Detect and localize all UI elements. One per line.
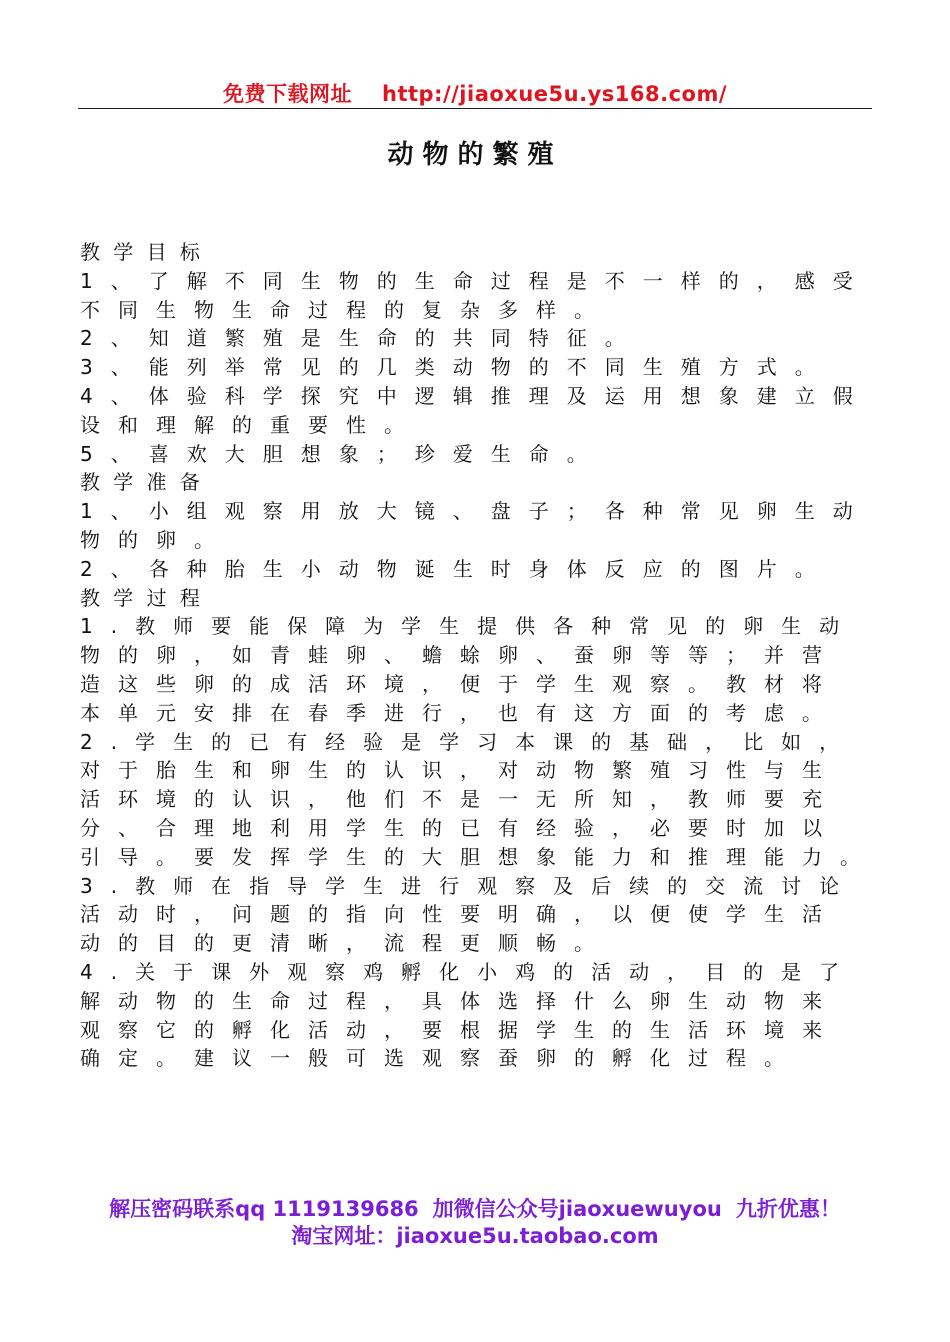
body-line: 造这些卵的成活环境，便于学生观察。教材将 [80, 671, 840, 696]
body-line: 5、喜欢大胆想象；珍爱生命。 [80, 441, 605, 466]
body-line: 活环境的认识，他们不是一无所知，教师要充 [80, 787, 840, 812]
header-divider [78, 108, 872, 109]
footer-password-label: 解压密码联系 [109, 1197, 236, 1221]
body-line: 解动物的生命过程，具体选择什么卵生动物来 [80, 988, 840, 1013]
footer-line-1 [0, 1196, 950, 1223]
body-line: 教学准备 [80, 470, 214, 495]
body-line: 确定。建议一般可选观察蚕卵的孵化过程。 [80, 1046, 802, 1071]
body-line: 2、各种胎生小动物诞生时身体反应的图片。 [80, 556, 833, 581]
footer-wechat-id: jiaoxuewuyou [558, 1197, 722, 1221]
body-line: 2、知道繁殖是生命的共同特征。 [80, 326, 643, 351]
body-line: 分、合理地利用学生的已有经验，必要时加以 [80, 815, 840, 840]
body-line: 观察它的孵化活动，要根据学生的生活环境来 [80, 1017, 840, 1042]
body-line: 物的卵，如青蛙卵、蟾蜍卵、蚕卵等等；并营 [80, 643, 840, 668]
header-url-link[interactable]: http://jiaoxue5u.ys168.com/ [382, 82, 727, 106]
body-line: 物的卵。 [80, 527, 232, 552]
body-line: 对于胎生和卵生的认识，对动物繁殖习性与生 [80, 758, 840, 783]
body-line: 3、能列举常见的几类动物的不同生殖方式。 [80, 355, 833, 380]
body-line: 设和理解的重要性。 [80, 412, 422, 437]
footer-wechat-label: 加微信公众号 [432, 1197, 559, 1221]
body-line: 动的目的更清晰，流程更顺畅。 [80, 931, 612, 956]
body-line: 不同生物生命过程的复杂多样。 [80, 297, 612, 322]
body-line: 4、体验科学探究中逻辑推理及运用想象建立假 [80, 383, 871, 408]
body-line: 3.教师在指导学生进行观察及后续的交流讨论 [80, 873, 858, 898]
body-line: 教学目标 [80, 240, 214, 264]
footer-discount: 九折优惠！ [735, 1197, 841, 1221]
body-line: 教学过程 [80, 585, 214, 610]
body-line: 1.教师要能保障为学生提供各种常见的卵生动 [80, 614, 858, 639]
header-label: 免费下载网址 [223, 82, 352, 106]
body-line: 4.关于课外观察鸡孵化小鸡的活动，目的是了 [80, 959, 858, 984]
header-banner [0, 78, 950, 108]
body-line: 本单元安排在春季进行，也有这方面的考虑。 [80, 700, 840, 725]
body-line: 活动时，问题的指向性要明确，以便使学生活 [80, 902, 840, 927]
body-line: 引导。要发挥学生的大胆想象能力和推理能力。 [80, 844, 878, 869]
document-body [80, 238, 878, 1073]
footer-taobao-link[interactable]: 淘宝网址：jiaoxue5u.taobao.com [291, 1224, 659, 1248]
footer [0, 1196, 950, 1250]
page-title: 动物的繁殖 [387, 140, 563, 170]
body-line: 1、了解不同生物的生命过程是不一样的，感受 [80, 268, 871, 293]
footer-qq: qq 1119139686 [235, 1197, 419, 1221]
body-line: 2.学生的已有经验是学习本课的基础，比如， [80, 729, 858, 754]
body-line: 1、小组观察用放大镜、盘子；各种常见卵生动 [80, 499, 871, 524]
